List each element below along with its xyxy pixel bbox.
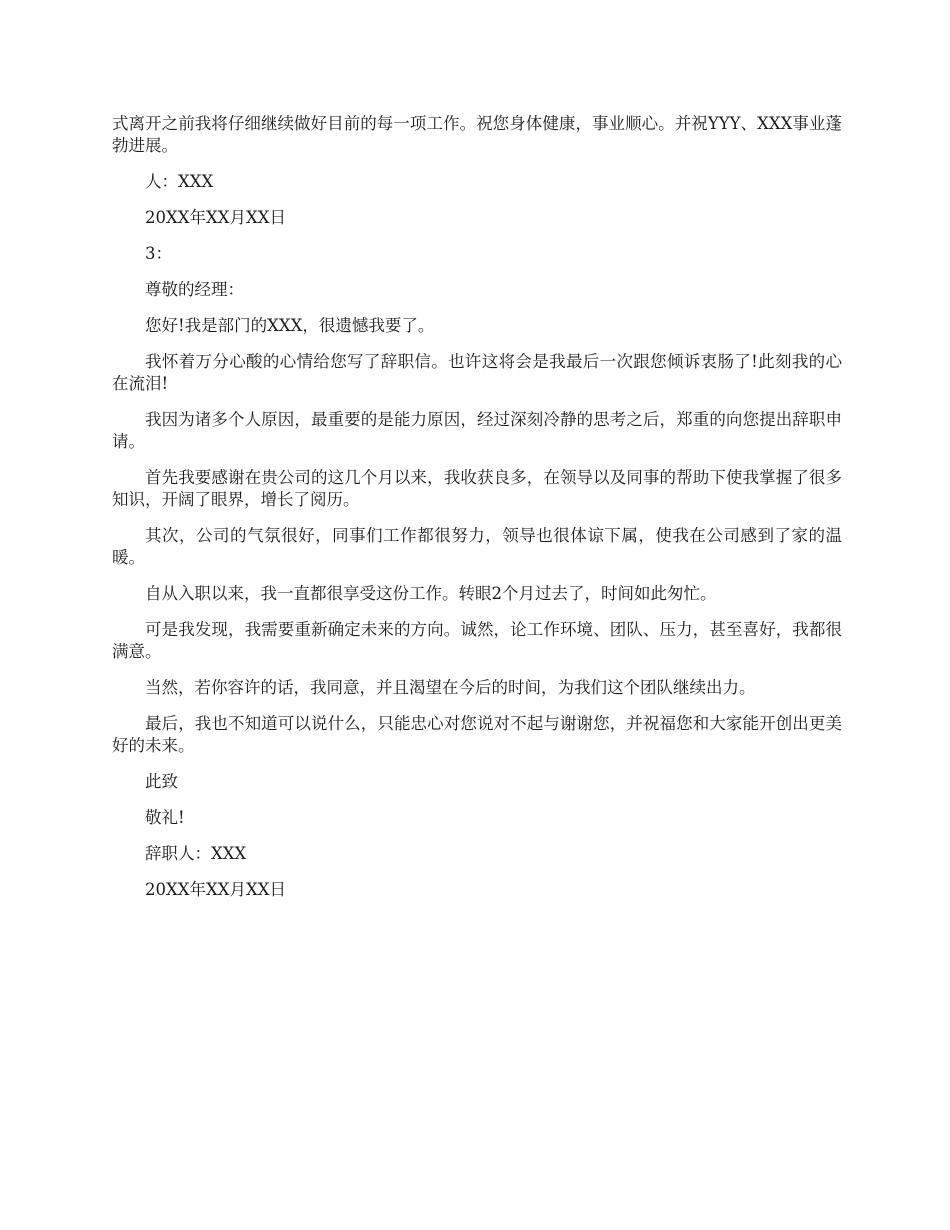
body-paragraph: 首先我要感谢在贵公司的这几个月以来，我收获良多，在领导以及同事的帮助下使我掌握了很多知识，开阔了眼界，增长了阅历。 xyxy=(112,468,842,509)
body-paragraph: 最后，我也不知道可以说什么，只能忠心对您说对不起与谢谢您，并祝福您和大家能开创出更美好的未来。 xyxy=(112,714,842,755)
closing-phrase: 此致 xyxy=(145,772,178,791)
body-paragraph: 我怀着万分心酸的心情给您写了辞职信。也许这将会是我最后一次跟您倾诉衷肠了!此刻我的心在流泪! xyxy=(112,352,842,393)
paragraph-continuation: 式离开之前我将仔细继续做好目前的每一项工作。祝您身体健康，事业顺心。并祝YYY、XXX事业蓬勃进展。 xyxy=(112,114,842,155)
salutation: 尊敬的经理： xyxy=(145,280,244,299)
body-paragraph: 自从入职以来，我一直都很享受这份工作。转眼2个月过去了，时间如此匆忙。 xyxy=(145,584,717,603)
section-number: 3： xyxy=(145,244,172,263)
signature-line: 人：XXX xyxy=(145,172,214,191)
body-paragraph: 其次，公司的气氛很好，同事们工作都很努力，领导也很体谅下属，使我在公司感到了家的温暖。 xyxy=(112,526,842,567)
greeting-paragraph: 您好!我是部门的XXX，很遗憾我要了。 xyxy=(145,316,435,335)
body-paragraph: 可是我发现，我需要重新确定未来的方向。诚然，论工作环境、团队、压力，甚至喜好，我都很满意。 xyxy=(112,620,842,661)
body-paragraph: 当然，若你容许的话，我同意，并且渴望在今后的时间，为我们这个团队继续出力。 xyxy=(145,678,756,697)
letter-date: 20XX年XX月XX日 xyxy=(145,880,286,899)
closing-salute: 敬礼! xyxy=(145,808,185,827)
letter-body xyxy=(112,113,842,915)
body-paragraph: 我因为诸多个人原因，最重要的是能力原因，经过深刻冷静的思考之后，郑重的向您提出辞职申请。 xyxy=(112,410,842,451)
date-line: 20XX年XX月XX日 xyxy=(145,208,286,227)
resigner-signature: 辞职人：XXX xyxy=(145,844,247,863)
